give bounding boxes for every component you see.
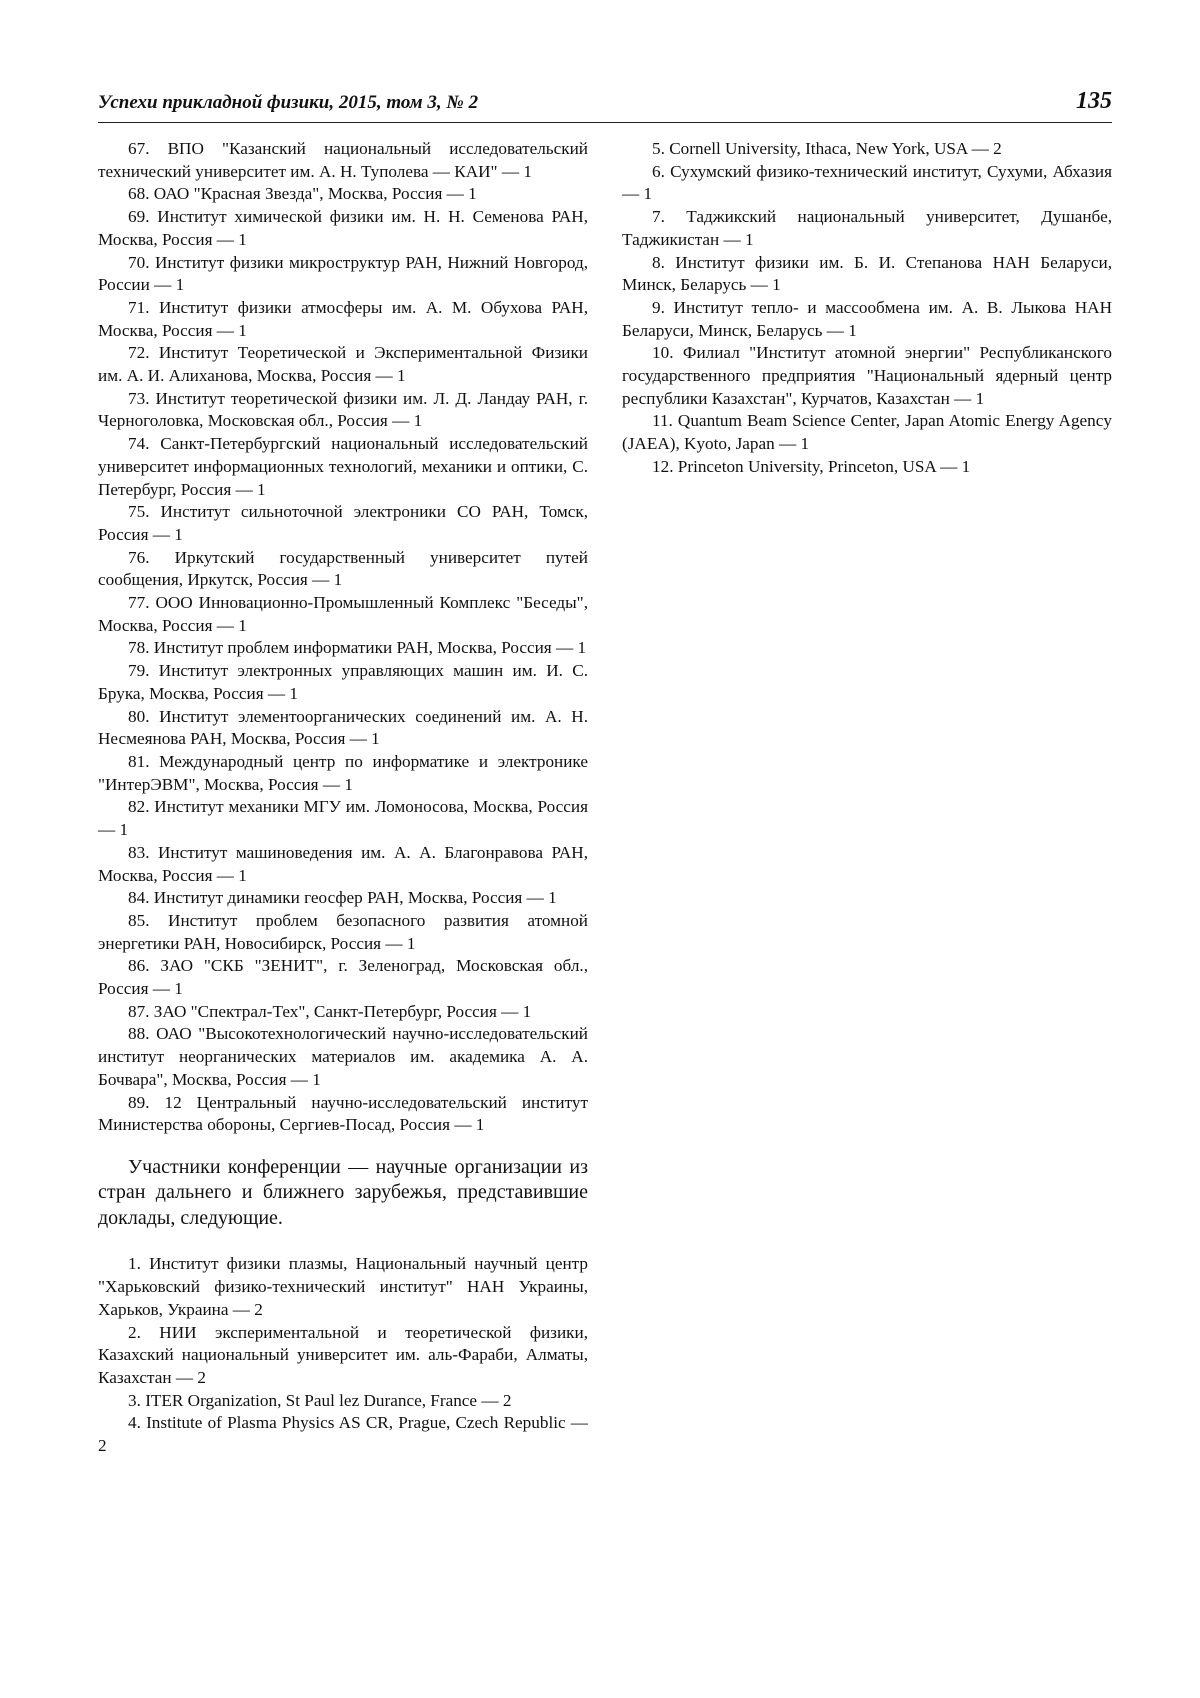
spacer: [98, 1137, 588, 1155]
list-item: 6. Сухумский физико-технический институт, Сухуми, Абхазия — 1: [622, 161, 1112, 204]
list-item: 75. Институт сильноточной электроники СО РАН, Томск, Россия — 1: [98, 502, 588, 544]
list-item: 12. Princeton University, Princeton, USA — 1: [652, 456, 971, 476]
list-item: 8. Институт физики им. Б. И. Степанова НАН Беларуси, Минск, Беларусь — 1: [622, 252, 1112, 295]
list-item: 67. ВПО "Казанский национальный исследовательский технический университет им. А. Н. Туполева — КАИ" — 1: [98, 139, 588, 181]
left-column: [98, 138, 588, 1458]
list-item: 87. ЗАО "Спектрал-Тех", Санкт-Петербург, Россия — 1: [128, 1001, 532, 1021]
list-item: 81. Международный центр по информатике и электронике "ИнтерЭВМ", Москва, Россия — 1: [98, 751, 588, 794]
list-item: 74. Санкт-Петербургский национальный исследовательский университет информационных технологий, механики и оптики, С. Петербург, Россия — 1: [98, 434, 588, 499]
journal-title: Успехи прикладной физики, 2015, том 3, № 2: [98, 92, 479, 113]
list-item: 1. Институт физики плазмы, Национальный научный центр "Харьковский физико-технический институт" НАН Украины, Харьков, Украина — 2: [98, 1254, 588, 1319]
list-item: 84. Институт динамики геосфер РАН, Москва, Россия — 1: [128, 888, 557, 908]
list-item: 68. ОАО "Красная Звезда", Москва, Россия — 1: [128, 184, 477, 204]
list-item: 83. Институт машиноведения им. А. А. Благонравова РАН, Москва, Россия — 1: [98, 842, 588, 885]
list-item: 69. Институт химической физики им. Н. Н. Семенова РАН, Москва, Россия — 1: [98, 207, 588, 249]
list-item: 71. Институт физики атмосферы им. А. М. Обухова РАН, Москва, Россия — 1: [98, 297, 588, 340]
list-item: 85. Институт проблем безопасного развития атомной энергетики РАН, Новосибирск, Россия — 1: [98, 910, 588, 953]
list-item: 7. Таджикский национальный университет, Душанбе, Таджикистан — 1: [622, 207, 1112, 249]
list-item: 72. Институт Теоретической и Экспериментальной Физики им. А. И. Алиханова, Москва, Россия — 1: [98, 343, 588, 386]
list-item: 11. Quantum Beam Science Center, Japan Atomic Energy Agency (JAEA), Kyoto, Japan — 1: [622, 411, 1112, 454]
list-item: 82. Институт механики МГУ им. Ломоносова, Москва, Россия — 1: [98, 797, 588, 840]
list-item: 76. Иркутский государственный университет путей сообщения, Иркутск, Россия — 1: [98, 547, 588, 590]
list-item: 5. Cornell University, Ithaca, New York, USA — 2: [652, 139, 1002, 158]
page-number: 135: [1076, 88, 1112, 114]
list-item: 9. Институт тепло- и массообмена им. А. В. Лыкова НАН Беларуси, Минск, Беларусь — 1: [622, 297, 1112, 340]
list-item: 80. Институт элементоорганических соединений им. А. Н. Несмеянова РАН, Москва, Россия — 1: [98, 706, 588, 749]
foreign-participants-intro: Участники конференции — научные организации из стран дальнего и ближнего зарубежья, представившие доклады, следующие.: [98, 1155, 588, 1229]
spacer: [98, 1231, 588, 1253]
list-item: 86. ЗАО "СКБ "ЗЕНИТ", г. Зеленоград, Московская обл., Россия — 1: [98, 956, 588, 999]
list-item: 79. Институт электронных управляющих машин им. И. С. Брука, Москва, Россия — 1: [98, 661, 588, 703]
list-item: 78. Институт проблем информатики РАН, Москва, Россия — 1: [128, 638, 587, 658]
list-item: 3. ITER Organization, St Paul lez Durance, France — 2: [128, 1390, 512, 1410]
page-header: [98, 88, 1112, 123]
right-column: [622, 138, 1112, 479]
list-item: 70. Институт физики микроструктур РАН, Нижний Новгород, России — 1: [98, 252, 588, 295]
list-item: 2. НИИ экспериментальной и теоретической физики, Казахский национальный университет им. аль-Фараби, Алматы, Казахстан — 2: [98, 1322, 588, 1387]
list-item: 4. Institute of Plasma Physics AS CR, Prague, Czech Republic — 2: [98, 1413, 588, 1456]
list-item: 10. Филиал "Институт атомной энергии" Республиканского государственного предприятия "Национальный ядерный центр республики Казахстан", Курчатов, Казахстан — 1: [622, 343, 1112, 408]
list-item: 89. 12 Центральный научно-исследовательский институт Министерства обороны, Сергиев-Посад, Россия — 1: [98, 1092, 588, 1135]
list-item: 73. Институт теоретической физики им. Л. Д. Ландау РАН, г. Черноголовка, Московская обл., Россия — 1: [98, 388, 588, 431]
list-item: 77. ООО Инновационно-Промышленный Комплекс "Беседы", Москва, Россия — 1: [98, 593, 588, 635]
list-item: 88. ОАО "Высокотехнологический научно-исследовательский институт неорганических материалов им. академика А. А. Бочвара", Москва, Россия — 1: [98, 1024, 588, 1089]
